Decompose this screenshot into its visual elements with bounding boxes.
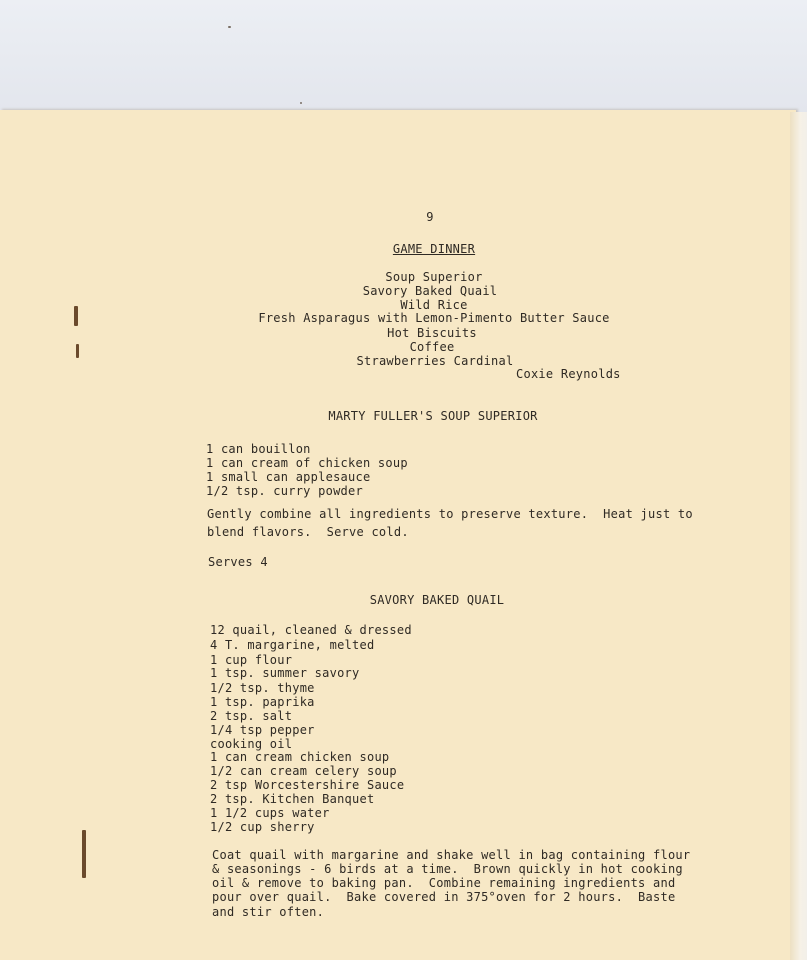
ingredient: 1/2 tsp. curry powder xyxy=(206,484,363,498)
menu-contributor: Coxie Reynolds xyxy=(516,367,621,381)
menu-item: Coffee xyxy=(409,340,455,354)
ingredient: 1 1/2 cups water xyxy=(210,806,330,820)
ingredient: 1 can cream of chicken soup xyxy=(206,456,408,470)
menu-item: Savory Baked Quail xyxy=(362,284,498,298)
page-edge xyxy=(790,112,807,960)
directions-line: and stir often. xyxy=(212,905,325,919)
ingredient: cooking oil xyxy=(210,737,293,751)
ingredient: 2 tsp Worcestershire Sauce xyxy=(210,778,405,792)
directions-line: oil & remove to baking pan. Combine remaining ingredients and xyxy=(212,876,676,890)
serves-note: Serves 4 xyxy=(208,555,268,569)
ingredient: 2 tsp. salt xyxy=(210,709,293,723)
recipe-title: SAVORY BAKED QUAIL xyxy=(369,593,505,607)
directions-line: Gently combine all ingredients to preserve texture. Heat just to xyxy=(207,507,693,521)
ingredient: 1 small can applesauce xyxy=(206,470,371,484)
ingredient: 2 tsp. Kitchen Banquet xyxy=(210,792,375,806)
menu-item: Fresh Asparagus with Lemon-Pimento Butter Sauce xyxy=(258,311,610,325)
directions-line: & seasonings - 6 birds at a time. Brown quickly in hot cooking xyxy=(212,862,683,876)
menu-item: Hot Biscuits xyxy=(387,326,477,340)
directions-line: Coat quail with margarine and shake well in bag containing flour xyxy=(212,848,691,862)
directions-line: blend flavors. Serve cold. xyxy=(207,525,409,539)
ingredient: 1 can cream chicken soup xyxy=(210,750,390,764)
ingredient: 12 quail, cleaned & dressed xyxy=(210,623,412,637)
staple-mark xyxy=(82,830,86,878)
dust-speck xyxy=(300,102,302,104)
staple-mark xyxy=(74,306,78,326)
ingredient: 1/2 can cream celery soup xyxy=(210,764,397,778)
menu-item: Wild Rice xyxy=(400,298,468,312)
ingredient: 1 can bouillon xyxy=(206,442,311,456)
ingredient: 1/2 tsp. thyme xyxy=(210,681,315,695)
ingredient: 4 T. margarine, melted xyxy=(210,638,375,652)
ingredient: 1/4 tsp pepper xyxy=(210,723,315,737)
menu-item: Strawberries Cardinal xyxy=(356,354,514,368)
ingredient: 1 cup flour xyxy=(210,653,293,667)
directions-line: pour over quail. Bake covered in 375°oven for 2 hours. Baste xyxy=(212,890,676,904)
menu-title: GAME DINNER xyxy=(392,242,476,256)
recipe-title: MARTY FULLER'S SOUP SUPERIOR xyxy=(328,409,538,423)
staple-mark xyxy=(76,344,79,358)
ingredient: 1 tsp. paprika xyxy=(210,695,315,709)
page-number: 9 xyxy=(426,210,434,224)
ingredient: 1/2 cup sherry xyxy=(210,820,315,834)
scanner-background xyxy=(0,0,807,112)
dust-speck xyxy=(228,26,231,28)
ingredient: 1 tsp. summer savory xyxy=(210,666,360,680)
menu-item: Soup Superior xyxy=(385,270,483,284)
